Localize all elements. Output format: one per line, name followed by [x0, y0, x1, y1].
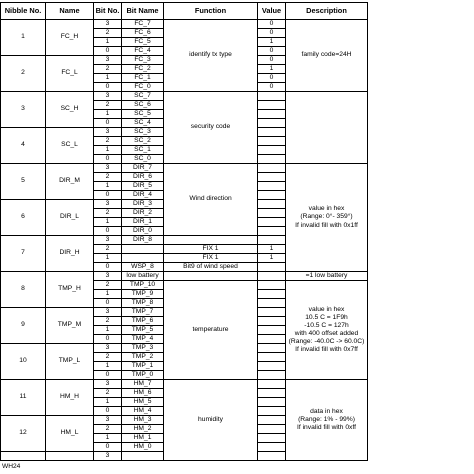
bit-no-cell: 3 — [94, 272, 122, 281]
bit-no-cell: 0 — [94, 119, 122, 128]
bit-name-cell: TMP_0 — [122, 371, 164, 380]
value-cell — [258, 317, 286, 326]
value-cell — [258, 281, 286, 290]
bit-no-cell: 3 — [94, 164, 122, 173]
value-cell — [258, 452, 286, 461]
bit-name-cell: TMP_6 — [122, 317, 164, 326]
value-cell: 0 — [258, 47, 286, 56]
bit-no-cell: 0 — [94, 407, 122, 416]
value-cell — [258, 344, 286, 353]
name-cell: SC_L — [46, 128, 94, 164]
value-cell — [258, 434, 286, 443]
description-cell: value in hex (Range: 0°- 359°) If invalid fill with 0x1ff — [286, 164, 368, 272]
value-cell — [258, 416, 286, 425]
value-cell — [258, 227, 286, 236]
name-cell: DIR_M — [46, 164, 94, 200]
bit-name-cell — [122, 254, 164, 263]
name-cell: TMP_M — [46, 308, 94, 344]
bit-name-cell: HM_4 — [122, 407, 164, 416]
bit-name-cell: WSP_8 — [122, 263, 164, 272]
bit-name-cell: DIR_7 — [122, 164, 164, 173]
bit-name-cell: TMP_5 — [122, 326, 164, 335]
nibble-cell: 12 — [1, 416, 46, 452]
bit-name-cell: SC_6 — [122, 101, 164, 110]
bit-no-cell: 0 — [94, 155, 122, 164]
header-function: Function — [164, 3, 258, 20]
bit-table — [0, 2, 368, 461]
bit-no-cell: 3 — [94, 344, 122, 353]
bit-no-cell: 0 — [94, 83, 122, 92]
bit-name-cell: DIR_8 — [122, 236, 164, 245]
bit-name-cell: FC_6 — [122, 29, 164, 38]
bit-name-cell: DIR_5 — [122, 182, 164, 191]
bit-name-cell: TMP_10 — [122, 281, 164, 290]
header-description: Description — [286, 3, 368, 20]
value-cell — [258, 101, 286, 110]
header-name: Name — [46, 3, 94, 20]
nibble-cell: 3 — [1, 92, 46, 128]
description-cell: value in hex 10.5 C = 1F9h -10.5 C = 127h with 400 offset added (Range: -40.0C -> 60.0C) If invalid fill with 0x7ff — [286, 281, 368, 380]
bit-name-cell: DIR_6 — [122, 173, 164, 182]
nibble-cell: 6 — [1, 200, 46, 236]
bit-no-cell: 2 — [94, 209, 122, 218]
value-cell — [258, 326, 286, 335]
bit-name-cell: TMP_9 — [122, 290, 164, 299]
bit-name-cell: HM_5 — [122, 398, 164, 407]
bit-no-cell: 1 — [94, 182, 122, 191]
value-cell: 1 — [258, 65, 286, 74]
value-cell: 1 — [258, 254, 286, 263]
nibble-cell: 2 — [1, 56, 46, 92]
bit-name-cell: FC_3 — [122, 56, 164, 65]
bit-no-cell: 1 — [94, 362, 122, 371]
header-bit-name: Bit Name — [122, 3, 164, 20]
bit-name-cell: SC_0 — [122, 155, 164, 164]
bit-no-cell: 1 — [94, 290, 122, 299]
bit-no-cell: 3 — [94, 416, 122, 425]
bit-no-cell: 3 — [94, 56, 122, 65]
value-cell — [258, 209, 286, 218]
value-cell — [258, 371, 286, 380]
bit-no-cell: 3 — [94, 20, 122, 29]
bit-name-cell — [122, 452, 164, 461]
value-cell — [258, 308, 286, 317]
header-nibble-no: Nibble No. — [1, 3, 46, 20]
bit-name-cell: FC_5 — [122, 38, 164, 47]
description-cell — [286, 92, 368, 164]
bit-no-cell: 1 — [94, 218, 122, 227]
bit-no-cell: 2 — [94, 173, 122, 182]
bit-name-cell: FC_1 — [122, 74, 164, 83]
bit-name-cell: DIR_3 — [122, 200, 164, 209]
bit-name-cell: TMP_4 — [122, 335, 164, 344]
bit-name-cell: DIR_0 — [122, 227, 164, 236]
bit-name-cell: HM_7 — [122, 380, 164, 389]
name-cell: HM_H — [46, 380, 94, 416]
bit-no-cell: 0 — [94, 371, 122, 380]
bit-no-cell: 1 — [94, 434, 122, 443]
bit-no-cell: 3 — [94, 236, 122, 245]
nibble-cell: 10 — [1, 344, 46, 380]
table-row — [1, 20, 368, 29]
bit-no-cell: 0 — [94, 299, 122, 308]
bit-no-cell: 0 — [94, 263, 122, 272]
header-row — [1, 3, 368, 20]
bit-no-cell: 3 — [94, 452, 122, 461]
value-cell: 0 — [258, 20, 286, 29]
bit-name-cell — [122, 245, 164, 254]
value-cell — [258, 119, 286, 128]
value-cell — [258, 236, 286, 245]
bit-name-cell: SC_5 — [122, 110, 164, 119]
value-cell — [258, 173, 286, 182]
header-bit-no: Bit No. — [94, 3, 122, 20]
value-cell — [258, 110, 286, 119]
nibble-cell: 11 — [1, 380, 46, 416]
value-cell — [258, 92, 286, 101]
description-cell: family code=24H — [286, 20, 368, 92]
value-cell — [258, 290, 286, 299]
name-cell: TMP_L — [46, 344, 94, 380]
description-cell: data in hex (Range: 1% - 99%) If invalid fill with 0xff — [286, 380, 368, 461]
bit-name-cell: SC_7 — [122, 92, 164, 101]
function-cell: identify tx type — [164, 20, 258, 92]
value-cell: 0 — [258, 83, 286, 92]
bit-no-cell: 1 — [94, 254, 122, 263]
value-cell — [258, 164, 286, 173]
bit-name-cell: FC_2 — [122, 65, 164, 74]
bit-no-cell: 0 — [94, 227, 122, 236]
bit-no-cell: 1 — [94, 110, 122, 119]
bit-name-cell: TMP_1 — [122, 362, 164, 371]
value-cell: 1 — [258, 38, 286, 47]
function-cell: temperature — [164, 281, 258, 380]
bit-name-cell: HM_2 — [122, 425, 164, 434]
bit-name-cell: DIR_4 — [122, 191, 164, 200]
bit-no-cell: 1 — [94, 74, 122, 83]
bit-name-cell: FC_4 — [122, 47, 164, 56]
bit-no-cell: 0 — [94, 47, 122, 56]
value-cell — [258, 272, 286, 281]
bit-no-cell: 2 — [94, 137, 122, 146]
bit-name-cell: TMP_3 — [122, 344, 164, 353]
bit-no-cell: 2 — [94, 389, 122, 398]
bit-no-cell: 2 — [94, 317, 122, 326]
bit-table-body — [1, 3, 368, 461]
value-cell — [258, 137, 286, 146]
value-cell — [258, 353, 286, 362]
bit-name-cell: DIR_1 — [122, 218, 164, 227]
table-row — [1, 380, 368, 389]
bit-no-cell: 2 — [94, 65, 122, 74]
name-cell: SC_H — [46, 92, 94, 128]
bit-no-cell: 2 — [94, 281, 122, 290]
value-cell — [258, 182, 286, 191]
nibble-cell: 8 — [1, 272, 46, 308]
table-row — [1, 92, 368, 101]
name-cell — [46, 452, 94, 461]
function-cell — [164, 272, 258, 281]
bit-no-cell: 0 — [94, 191, 122, 200]
bit-no-cell: 2 — [94, 101, 122, 110]
bit-name-cell: DIR_2 — [122, 209, 164, 218]
function-cell: security code — [164, 92, 258, 164]
value-cell — [258, 299, 286, 308]
name-cell: DIR_L — [46, 200, 94, 236]
table-row — [1, 164, 368, 173]
bit-name-cell: SC_4 — [122, 119, 164, 128]
bit-name-cell: TMP_2 — [122, 353, 164, 362]
bit-name-cell: low battery — [122, 272, 164, 281]
value-cell: 1 — [258, 245, 286, 254]
function-cell: FIX 1 — [164, 254, 258, 263]
bit-name-cell: TMP_8 — [122, 299, 164, 308]
value-cell — [258, 335, 286, 344]
nibble-cell: 9 — [1, 308, 46, 344]
function-cell — [164, 236, 258, 245]
function-cell: humidity — [164, 380, 258, 461]
name-cell: TMP_H — [46, 272, 94, 308]
bit-no-cell: 2 — [94, 245, 122, 254]
value-cell — [258, 155, 286, 164]
bit-no-cell: 2 — [94, 29, 122, 38]
bit-no-cell: 2 — [94, 353, 122, 362]
name-cell: FC_L — [46, 56, 94, 92]
bit-no-cell: 3 — [94, 92, 122, 101]
bit-no-cell: 0 — [94, 443, 122, 452]
bit-no-cell: 1 — [94, 38, 122, 47]
value-cell: 0 — [258, 74, 286, 83]
header-value: Value — [258, 3, 286, 20]
function-cell: Bit9 of wind speed — [164, 263, 258, 272]
bit-no-cell: 1 — [94, 146, 122, 155]
value-cell: 0 — [258, 56, 286, 65]
bit-name-cell: FC_0 — [122, 83, 164, 92]
bit-no-cell: 1 — [94, 326, 122, 335]
nibble-cell: 7 — [1, 236, 46, 272]
value-cell — [258, 380, 286, 389]
nibble-cell: 1 — [1, 20, 46, 56]
value-cell — [258, 146, 286, 155]
value-cell — [258, 425, 286, 434]
function-cell: FIX 1 — [164, 245, 258, 254]
nibble-cell: 4 — [1, 128, 46, 164]
bit-name-cell: TMP_7 — [122, 308, 164, 317]
value-cell — [258, 200, 286, 209]
value-cell — [258, 398, 286, 407]
value-cell — [258, 218, 286, 227]
description-cell: =1 low battery — [286, 272, 368, 281]
function-cell: Wind direction — [164, 164, 258, 236]
name-cell: DIR_H — [46, 236, 94, 272]
nibble-cell — [1, 452, 46, 461]
nibble-cell: 5 — [1, 164, 46, 200]
value-cell — [258, 407, 286, 416]
sheet-tab[interactable]: WH24 — [2, 463, 21, 470]
value-cell — [258, 389, 286, 398]
bit-name-cell: HM_3 — [122, 416, 164, 425]
bit-no-cell: 1 — [94, 398, 122, 407]
name-cell: FC_H — [46, 20, 94, 56]
bit-name-cell: HM_6 — [122, 389, 164, 398]
bit-no-cell: 2 — [94, 425, 122, 434]
bit-name-cell: SC_1 — [122, 146, 164, 155]
bit-no-cell: 3 — [94, 128, 122, 137]
value-cell — [258, 128, 286, 137]
value-cell: 0 — [258, 29, 286, 38]
bit-name-cell: FC_7 — [122, 20, 164, 29]
value-cell — [258, 443, 286, 452]
bit-name-cell: SC_2 — [122, 137, 164, 146]
bit-name-cell: HM_0 — [122, 443, 164, 452]
bit-no-cell: 3 — [94, 200, 122, 209]
value-cell — [258, 191, 286, 200]
bit-no-cell: 0 — [94, 335, 122, 344]
value-cell — [258, 362, 286, 371]
bit-no-cell: 3 — [94, 380, 122, 389]
bit-name-cell: SC_3 — [122, 128, 164, 137]
bit-no-cell: 3 — [94, 308, 122, 317]
table-row — [1, 272, 368, 281]
name-cell: HM_L — [46, 416, 94, 452]
bit-name-cell: HM_1 — [122, 434, 164, 443]
value-cell — [258, 263, 286, 272]
